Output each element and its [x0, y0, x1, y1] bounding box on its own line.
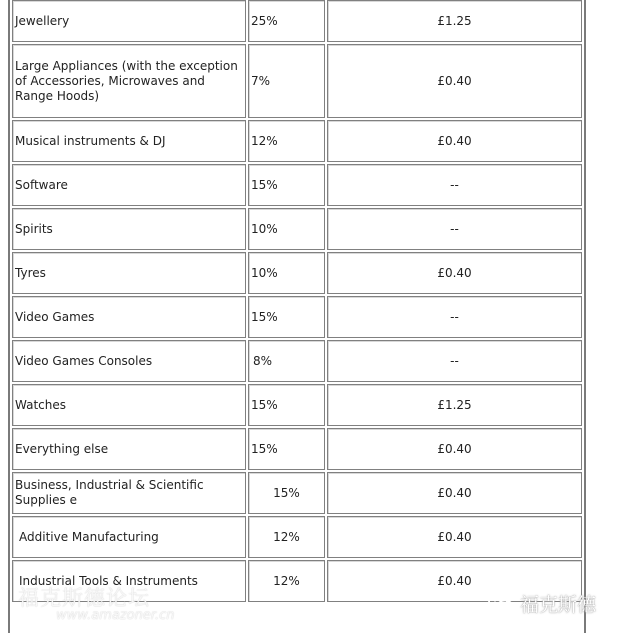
wechat-watermark — [488, 590, 596, 617]
percent-cell: 25% — [248, 0, 325, 42]
fee-cell: £0.40 — [327, 428, 582, 470]
fee-cell: -- — [327, 340, 582, 382]
table-row — [12, 252, 582, 294]
category-cell: Additive Manufacturing — [12, 516, 246, 558]
category-cell: Spirits — [12, 208, 246, 250]
fee-cell: £0.40 — [327, 516, 582, 558]
table-row — [12, 472, 582, 514]
table-row — [12, 0, 582, 42]
percent-cell: 12% — [248, 120, 325, 162]
category-cell: Video Games — [12, 296, 246, 338]
percent-cell: 10% — [248, 208, 325, 250]
category-cell: Tyres — [12, 252, 246, 294]
wechat-icon — [488, 593, 514, 615]
fee-cell: £0.40 — [327, 472, 582, 514]
forum-watermark: 福克斯德论坛 — [18, 586, 150, 610]
category-cell: Everything else — [12, 428, 246, 470]
category-cell: Large Appliances (with the exception of Accessories, Microwaves and Range Hoods) — [12, 44, 246, 118]
fee-cell: £0.40 — [327, 252, 582, 294]
fee-cell: £0.40 — [327, 120, 582, 162]
fee-cell: £0.40 — [327, 560, 582, 602]
percent-cell: 8% — [248, 340, 325, 382]
category-cell: Jewellery — [12, 0, 246, 42]
percent-cell: 15% — [248, 296, 325, 338]
table-row — [12, 208, 582, 250]
percent-cell: 15% — [248, 164, 325, 206]
fee-table — [10, 0, 584, 604]
fee-cell: -- — [327, 164, 582, 206]
category-cell: Business, Industrial & Scientific Supplies e — [12, 472, 246, 514]
category-cell: Software — [12, 164, 246, 206]
category-cell: Watches — [12, 384, 246, 426]
forum-url-watermark: www.amazoner.cn — [56, 608, 175, 623]
table-row — [12, 44, 582, 118]
table-row — [12, 296, 582, 338]
percent-cell: 15% — [248, 472, 325, 514]
fee-cell: -- — [327, 208, 582, 250]
category-cell: Video Games Consoles — [12, 340, 246, 382]
fee-cell: £1.25 — [327, 0, 582, 42]
percent-cell: 15% — [248, 384, 325, 426]
category-cell: Musical instruments & DJ — [12, 120, 246, 162]
fee-cell: -- — [327, 296, 582, 338]
table-row — [12, 164, 582, 206]
fee-cell: £0.40 — [327, 44, 582, 118]
category-cell: Industrial Tools & Instruments — [12, 560, 246, 602]
wechat-watermark-text: 福克斯德 — [520, 594, 597, 616]
percent-cell: 15% — [248, 428, 325, 470]
table-row — [12, 340, 582, 382]
table-row — [12, 516, 582, 558]
table-row — [12, 120, 582, 162]
percent-cell: 10% — [248, 252, 325, 294]
percent-cell: 12% — [248, 560, 325, 602]
fee-cell: £1.25 — [327, 384, 582, 426]
percent-cell: 7% — [248, 44, 325, 118]
table-row — [12, 428, 582, 470]
percent-cell: 12% — [248, 516, 325, 558]
table-row — [12, 384, 582, 426]
